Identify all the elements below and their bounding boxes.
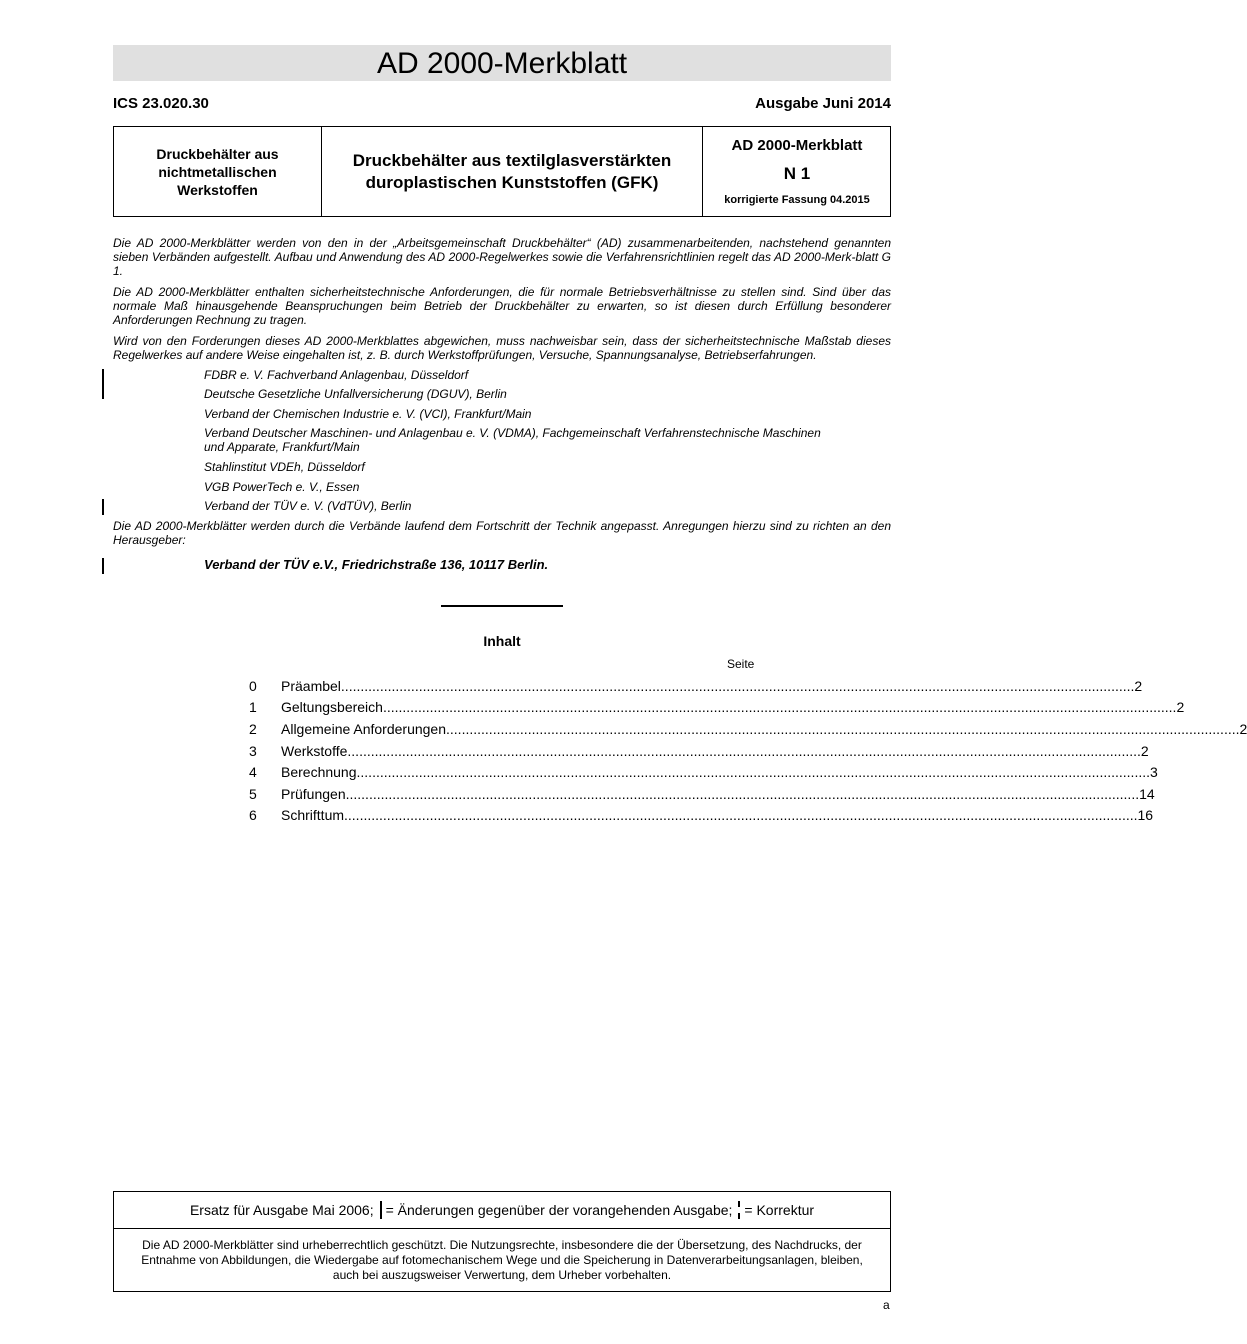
toc-label: Geltungsbereich: [281, 699, 383, 715]
member-association: FDBR e. V. Fachverband Anlagenbau, Düsseldorf: [204, 368, 469, 382]
toc-label: Werkstoffe: [281, 743, 348, 759]
intro-paragraph-2: Die AD 2000-Merkblätter enthalten sicherheitstechnische Anforderungen, die für normale Betriebsverhältnisse zu stellen sind. Sind über das normale Maß hinausgehende Beanspruchungen beim Betrieb der Druckbehälter zu erwarten, so ist diesen durch Erfüllung besonderer Anforderungen Rechnung zu tragen.: [113, 285, 891, 327]
member-association: Verband der TÜV e. V. (VdTÜV), Berlin: [204, 499, 412, 513]
toc-leader: ............................................................................................................................................................................................................: [382, 699, 1177, 715]
change-bar-icon: [380, 1201, 382, 1219]
toc-page: 3: [1150, 764, 1158, 780]
document-title: AD 2000-Merkblatt: [113, 45, 891, 81]
ics-code: ICS 23.020.30: [113, 95, 209, 112]
code-cell: [703, 127, 891, 216]
toc-page-header: Seite: [727, 657, 755, 671]
subject-line: duroplastischen Kunststoffen (GFK): [365, 172, 659, 192]
footer-box: [113, 1191, 891, 1292]
toc-page: 2: [1140, 743, 1149, 759]
corrected-version-note: korrigierte Fassung 04.2015: [724, 194, 870, 206]
toc-number: 4: [249, 764, 257, 780]
member-association: Verband Deutscher Maschinen- und Anlagenbau e. V. (VDMA), Fachgemeinschaft Verfahrenstechnische Maschinen: [204, 426, 821, 440]
toc-entry: [249, 784, 1155, 804]
change-marker: [102, 499, 104, 515]
copyright-notice: Die AD 2000-Merkblätter sind urheberrechtlich geschützt. Die Nutzungsrechte, insbesondere die der Übersetzung, des Nachdrucks, der Entnahme von Abbildungen, die Wiedergabe auf fotomechanischem Wege und die Speicherung in Datenverarbeitungsanlagen, bleiben, auch bei auszugsweiser Verwertung, dem Urheber vorbehalten.: [141, 1238, 863, 1282]
toc-leader: ............................................................................................................................................................................................................: [446, 721, 1240, 737]
toc-label: Berechnung: [281, 764, 357, 780]
replacement-note: Ersatz für Ausgabe Mai 2006;: [189, 1202, 374, 1218]
member-association: Deutsche Gesetzliche Unfallversicherung (DGUV), Berlin: [204, 387, 507, 401]
member-association: VGB PowerTech e. V., Essen: [204, 480, 360, 494]
toc-page: 16: [1137, 807, 1154, 823]
member-association: Stahlinstitut VDEh, Düsseldorf: [204, 460, 365, 474]
intro-paragraph-3: Wird von den Forderungen dieses AD 2000-Merkblattes abgewichen, muss nachweisbar sein, dass der sicherheitstechnische Maßstab dieses Regelwerkes auf andere Weise eingehalten ist, z. B. durch Werkstoffprüfungen, Versuche, Spannungsanalyse, Betriebserfahrungen.: [113, 334, 891, 362]
closing-paragraph: Die AD 2000-Merkblätter werden durch die Verbände laufend dem Fortschritt der Technik angepasst. Anregungen hierzu sind zu richten an den Herausgeber:: [113, 519, 891, 547]
toc-entry: [249, 762, 1158, 782]
header-table: [113, 126, 891, 217]
toc-leader: ............................................................................................................................................................................................................: [340, 678, 1135, 694]
toc-title: Inhalt: [483, 633, 521, 649]
page-mark: a: [883, 1298, 890, 1312]
category-line: Werkstoffen: [177, 181, 258, 198]
footer-legend: [114, 1192, 890, 1229]
edition-date: Ausgabe Juni 2014: [755, 95, 891, 112]
toc-label: Allgemeine Anforderungen: [281, 721, 447, 737]
toc-leader: ............................................................................................................................................................................................................: [347, 743, 1141, 759]
toc-number: 0: [249, 678, 257, 694]
correction-legend: = Korrektur: [744, 1202, 815, 1218]
toc-entry: [249, 741, 1149, 761]
toc-entry: [249, 805, 1154, 825]
toc-label: Prüfungen: [281, 786, 346, 802]
member-association: Verband der Chemischen Industrie e. V. (VCI), Frankfurt/Main: [204, 407, 532, 421]
changes-legend: = Änderungen gegenüber der vorangehenden Ausgabe;: [385, 1202, 733, 1218]
toc-number: 1: [249, 699, 257, 715]
toc-leader: ............................................................................................................................................................................................................: [356, 764, 1151, 780]
code-cell-title: AD 2000-Merkblatt: [731, 137, 863, 154]
toc-number: 3: [249, 743, 257, 759]
change-marker: [102, 369, 104, 399]
toc-page: 2: [1134, 678, 1143, 694]
category-line: nichtmetallischen: [158, 163, 277, 180]
toc-leader: ............................................................................................................................................................................................................: [345, 786, 1140, 802]
toc-entry: [249, 697, 1185, 717]
toc-number: 2: [249, 721, 257, 737]
subject-cell: [322, 127, 703, 216]
toc-leader: ............................................................................................................................................................................................................: [344, 807, 1138, 823]
toc-entry: [249, 719, 1247, 739]
toc-number: 6: [249, 807, 257, 823]
toc-label: Schrifttum: [281, 807, 345, 823]
toc-label: Präambel: [281, 678, 341, 694]
subject-line: Druckbehälter aus textilglasverstärkten: [352, 150, 672, 170]
member-association: und Apparate, Frankfurt/Main: [204, 440, 360, 454]
sheet-code: N 1: [783, 164, 811, 183]
toc-entry: [249, 676, 1143, 696]
toc-page: 14: [1139, 786, 1155, 802]
publisher-address: Verband der TÜV e.V., Friedrichstraße 136, 10117 Berlin.: [204, 557, 549, 572]
toc-page: 2: [1176, 699, 1185, 715]
intro-paragraph-1: Die AD 2000-Merkblätter werden von den in der „Arbeitsgemeinschaft Druckbehälter“ (AD) zusammenarbeitenden, nachstehend genannten sieben Verbänden aufgestellt. Aufbau und Anwendung des AD 2000-Regelwerkes sowie die Verfahrensrichtlinien regelt das AD 2000-Merk-blatt G 1.: [113, 236, 891, 278]
category-cell: [114, 127, 322, 216]
correction-bar-icon: [738, 1201, 740, 1219]
toc-page: 2: [1239, 721, 1247, 737]
category-line: Druckbehälter aus: [156, 145, 279, 162]
toc-number: 5: [249, 786, 257, 802]
separator-rule: [441, 605, 563, 607]
change-marker: [102, 558, 104, 574]
